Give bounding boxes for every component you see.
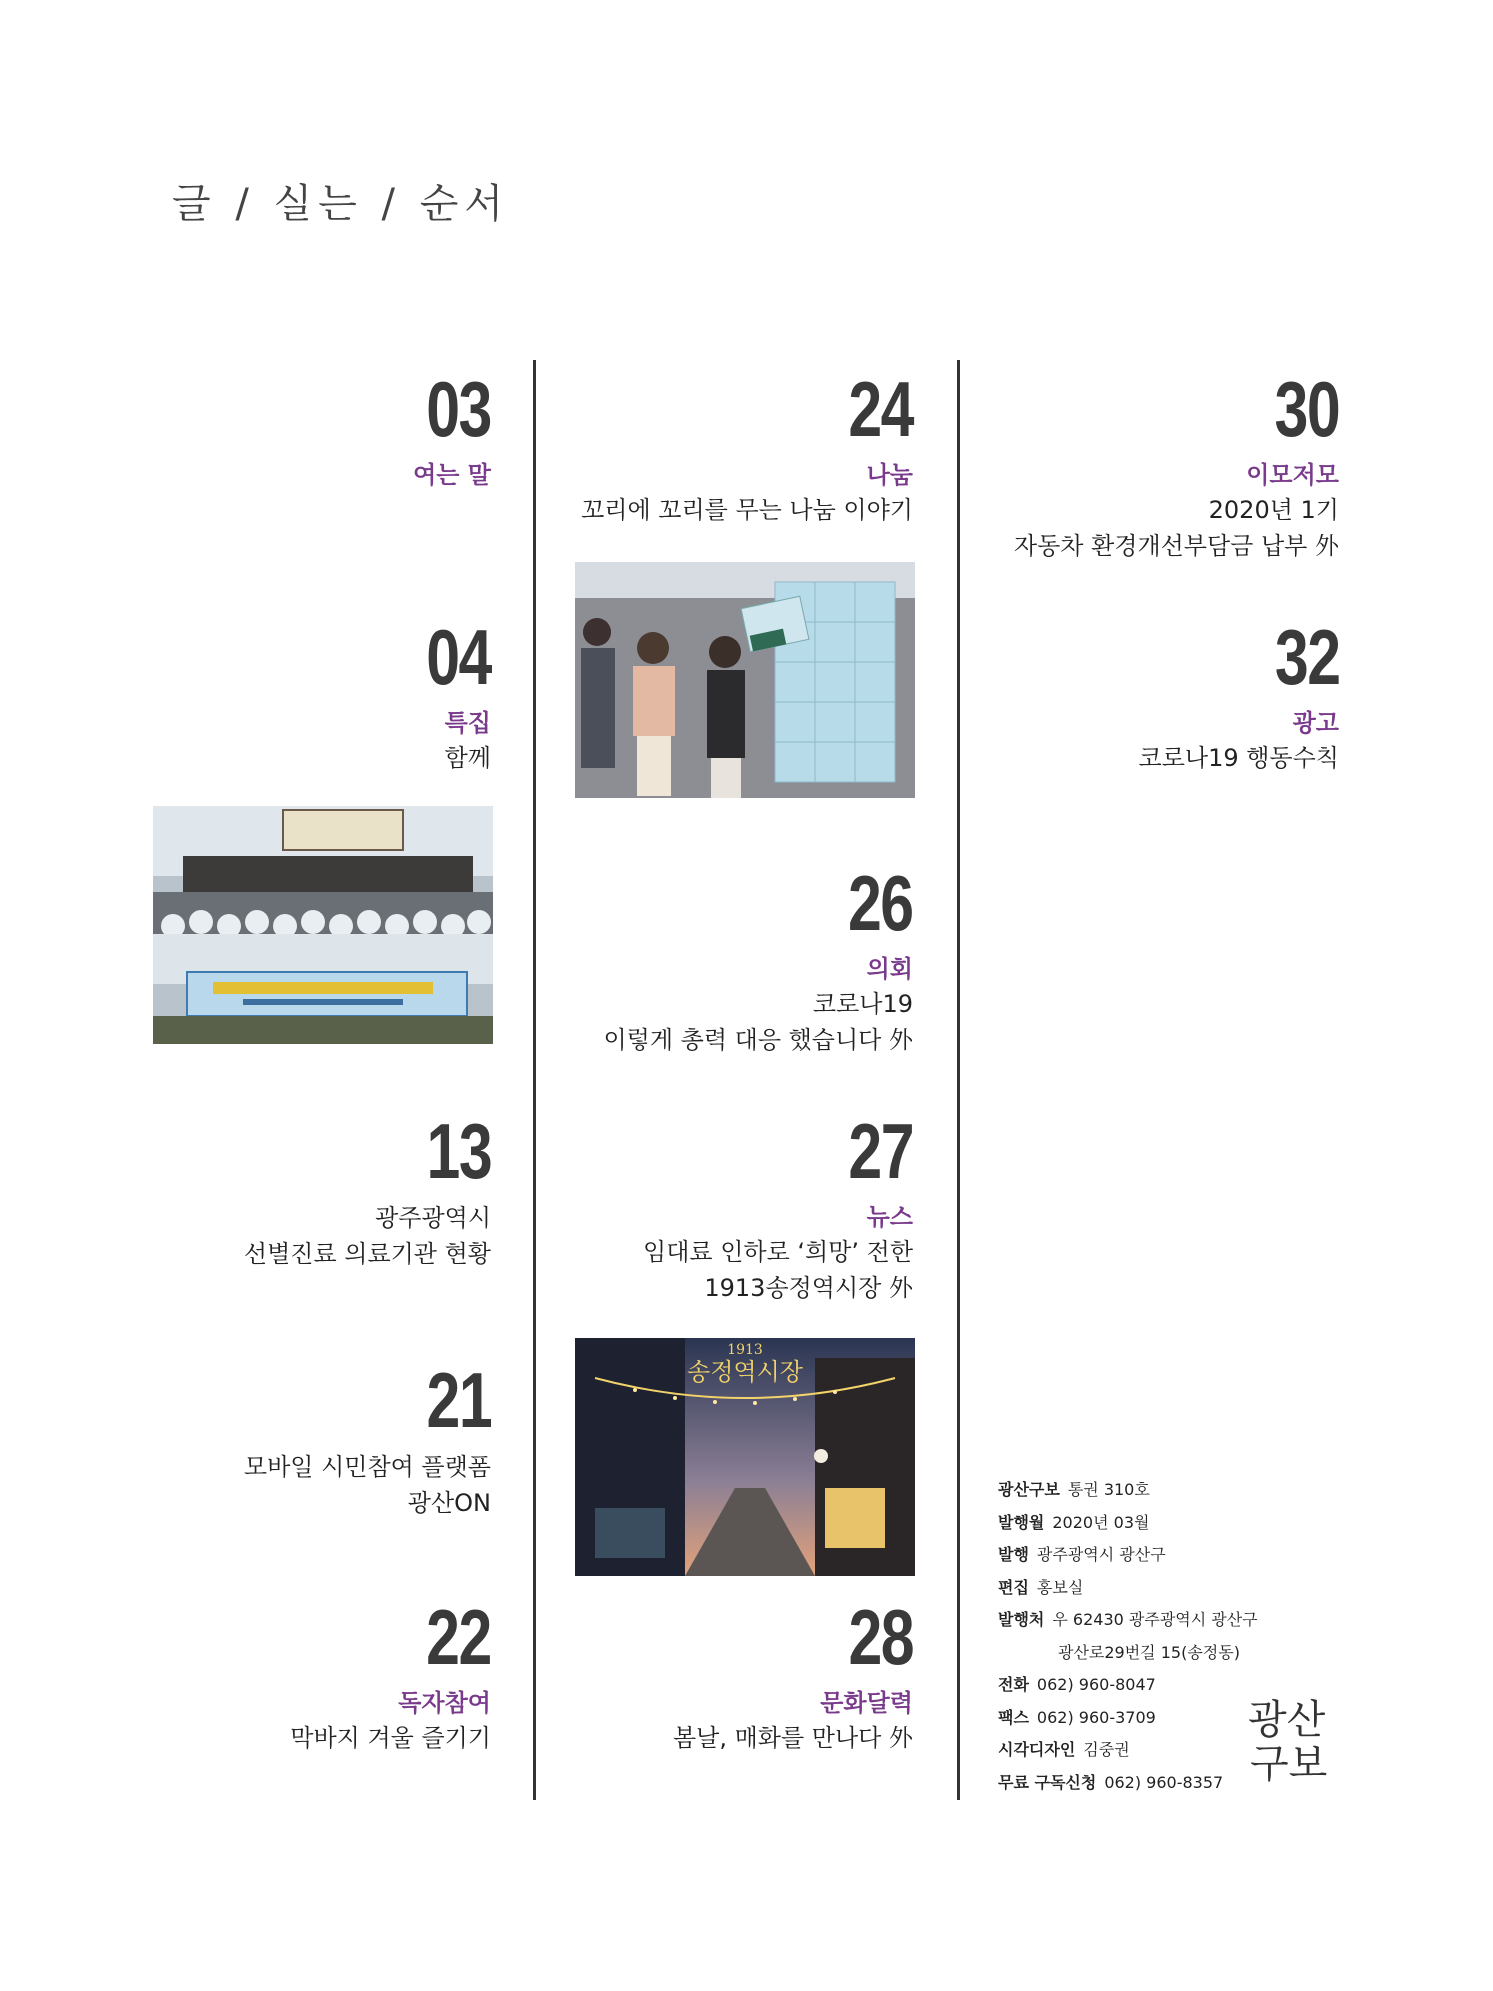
logo-line-1: 광산 (1248, 1697, 1326, 1743)
colophon-value: 062) 960-8357 (1104, 1772, 1224, 1792)
entry-subtitle: 이렇게 총력 대응 했습니다 外 (603, 1026, 913, 1054)
colophon-value: 통권 310호 (1067, 1480, 1150, 1499)
page-number: 30 (1274, 365, 1339, 453)
colophon-value: 우 62430 광주광역시 광산구 (1052, 1610, 1258, 1629)
page-number: 04 (426, 613, 491, 701)
photo-songjeong-market (575, 1338, 915, 1576)
entry-title: 2020년 1기 (1208, 496, 1339, 524)
page-number: 27 (848, 1107, 913, 1195)
toc-entry-30[interactable] (1013, 365, 1339, 564)
section-category: 여는 말 (413, 461, 491, 489)
colophon (998, 1474, 1258, 1799)
entry-title: 막바지 겨울 즐기기 (290, 1724, 491, 1752)
colophon-issue (998, 1474, 1258, 1507)
colophon-tel (998, 1669, 1258, 1702)
entry-title: 임대료 인하로 ‘희망’ 전한 (643, 1238, 913, 1266)
toc-entry-21[interactable] (243, 1356, 491, 1521)
colophon-label: 발행 (998, 1545, 1029, 1564)
colophon-label: 팩스 (998, 1707, 1029, 1727)
entry-title: 코로나19 (812, 990, 913, 1018)
gwangsan-gubo-logo (1248, 1698, 1340, 1790)
page-number: 26 (848, 859, 913, 947)
section-category: 뉴스 (866, 1203, 913, 1231)
entry-subtitle: 선별진료 의료기관 현황 (243, 1240, 491, 1268)
section-category: 독자참여 (398, 1689, 491, 1717)
colophon-value: 062) 960-8047 (1036, 1675, 1156, 1694)
entry-title: 모바일 시민참여 플랫폼 (243, 1453, 491, 1481)
toc-entry-24[interactable] (581, 365, 913, 528)
entry-title: 봄날, 매화를 만나다 外 (673, 1724, 913, 1752)
colophon-month (998, 1507, 1258, 1540)
entry-title: 함께 (444, 744, 491, 772)
colophon-label: 발행처 (998, 1610, 1045, 1629)
colophon-value: 2020년 03월 (1052, 1512, 1150, 1532)
toc-entry-03[interactable] (408, 365, 491, 492)
colophon-design (998, 1734, 1258, 1767)
page-number: 13 (426, 1107, 491, 1195)
column-divider-right (957, 360, 960, 1800)
colophon-label: 편집 (998, 1577, 1029, 1597)
toc-entry-13[interactable] (243, 1107, 491, 1272)
entry-subtitle: 1913송정역시장 外 (704, 1274, 913, 1302)
photo-sharing-boxes (575, 562, 915, 798)
section-category: 이모저모 (1246, 461, 1339, 489)
page-number: 03 (426, 365, 491, 453)
toc-entry-26[interactable] (603, 859, 913, 1058)
section-category: 문화달력 (820, 1689, 913, 1717)
colophon-label: 무료 구독신청 (998, 1772, 1097, 1792)
colophon-value: 홍보실 (1036, 1577, 1084, 1597)
entry-title: 광주광역시 (375, 1204, 491, 1232)
entry-title: 꼬리에 꼬리를 무는 나눔 이야기 (581, 496, 913, 524)
entry-subtitle: 광산ON (407, 1489, 491, 1517)
page-number: 24 (848, 365, 913, 453)
page-number: 21 (426, 1356, 491, 1444)
toc-entry-22[interactable] (290, 1593, 491, 1756)
logo-line-2: 구보 (1250, 1741, 1328, 1787)
colophon-value: 광주광역시 광산구 (1036, 1545, 1166, 1564)
entry-title: 코로나19 행동수칙 (1138, 744, 1339, 772)
colophon-label: 전화 (998, 1675, 1029, 1694)
toc-entry-32[interactable] (1138, 613, 1339, 776)
page-number: 32 (1274, 613, 1339, 701)
page-number: 28 (848, 1593, 913, 1681)
market-campaign-image (153, 806, 493, 1044)
page-number: 22 (426, 1593, 491, 1681)
entry-subtitle: 자동차 환경개선부담금 납부 外 (1013, 532, 1339, 560)
colophon-label: 시각디자인 (998, 1740, 1076, 1759)
songjeong-market-image (575, 1338, 915, 1576)
section-category: 나눔 (866, 461, 913, 489)
colophon-editor (998, 1572, 1258, 1605)
page-title: 글 / 실는 / 순서 (172, 181, 510, 227)
section-category: 특집 (444, 709, 491, 737)
photo-market-campaign (153, 806, 493, 1044)
colophon-value: 김중권 (1083, 1740, 1130, 1759)
colophon-office-address: 광산로29번길 15(송정동) (1058, 1642, 1240, 1662)
sharing-boxes-image (575, 562, 915, 798)
colophon-publisher (998, 1539, 1258, 1572)
colophon-label: 광산구보 (998, 1480, 1060, 1499)
section-category: 광고 (1292, 709, 1339, 737)
colophon-subscription (998, 1767, 1258, 1800)
section-category: 의회 (866, 955, 913, 983)
colophon-fax (998, 1702, 1258, 1735)
toc-entry-04[interactable] (408, 613, 491, 776)
colophon-label: 발행월 (998, 1512, 1045, 1532)
market-sign-name: 송정역시장 (687, 1358, 803, 1386)
column-divider-left (533, 360, 536, 1800)
market-sign-year: 1913 (727, 1342, 763, 1358)
colophon-value: 062) 960-3709 (1036, 1707, 1156, 1727)
toc-entry-27[interactable] (643, 1107, 913, 1306)
toc-entry-28[interactable] (673, 1593, 913, 1756)
colophon-office (998, 1604, 1258, 1637)
